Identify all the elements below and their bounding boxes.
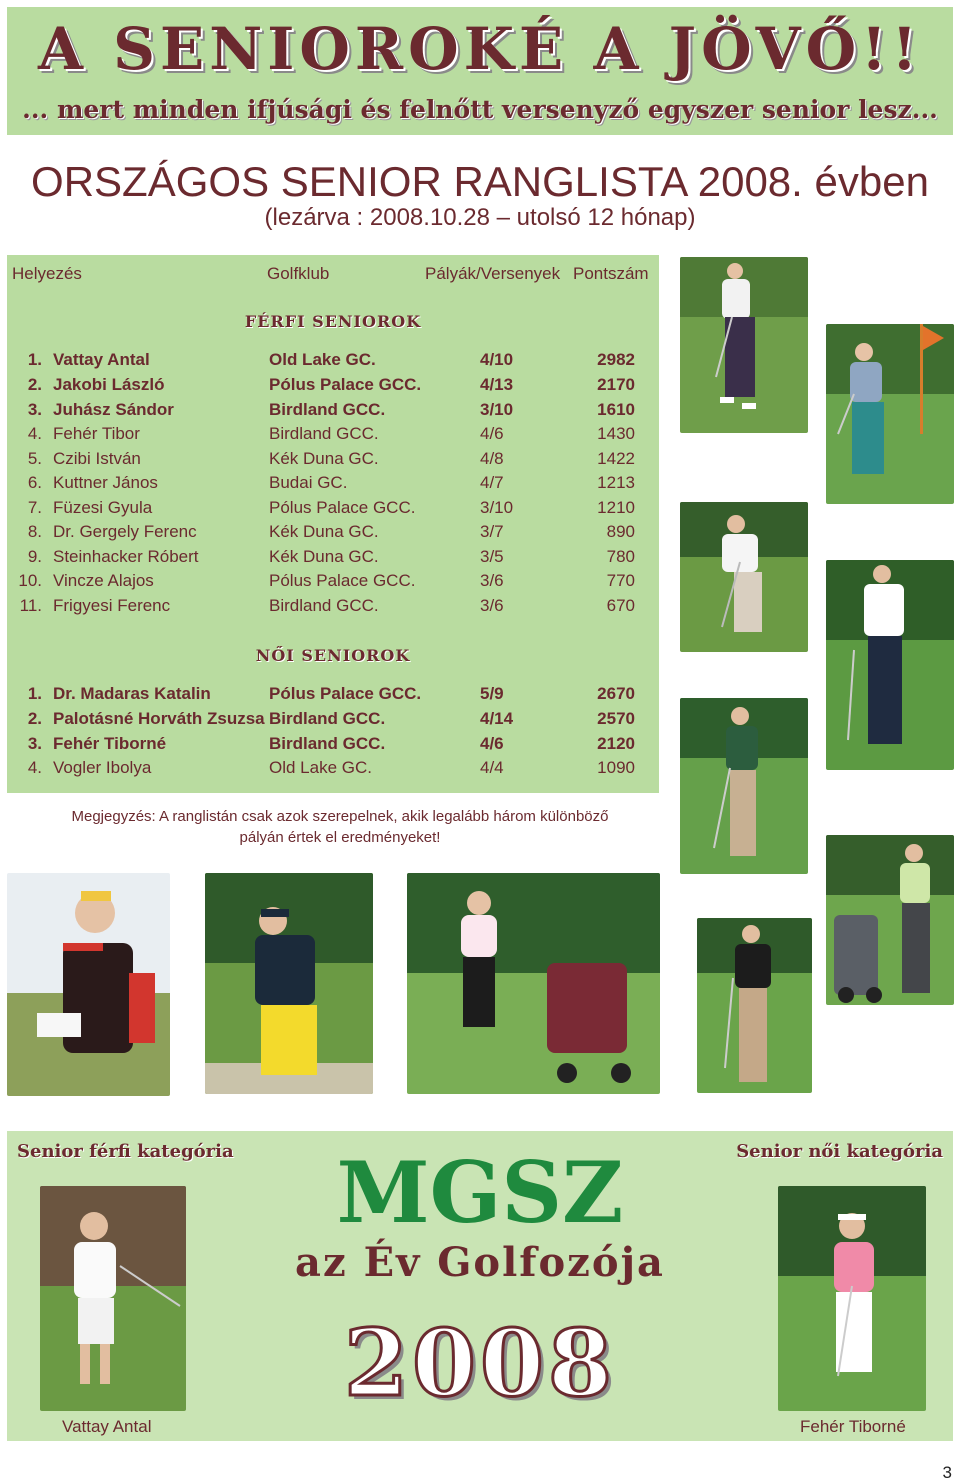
- golfer-photo: [205, 873, 373, 1094]
- points-cell: 2120: [597, 734, 635, 753]
- award-panel: [7, 1131, 953, 1441]
- rounds-cell: 4/6: [480, 424, 504, 443]
- club-cell: Birdland GCC.: [269, 424, 379, 443]
- name-cell: Vogler Ibolya: [53, 758, 152, 777]
- club-cell: Pólus Palace GCC.: [269, 375, 422, 394]
- header-points: Pontszám: [573, 264, 649, 283]
- club-cell: Birdland GCC.: [269, 709, 386, 728]
- rounds-cell: 3/5: [480, 547, 504, 566]
- name-cell: Steinhacker Róbert: [53, 547, 199, 566]
- men-category-label: Senior férfi kategória: [17, 1141, 234, 1162]
- note-line: Megjegyzés: A ranglistán csak azok szerepelnek, akik legalább három különböző: [71, 808, 609, 825]
- name-cell: Palotásné Horváth Zsuzsa: [53, 709, 265, 728]
- name-cell: Kuttner János: [53, 473, 158, 492]
- name-cell: Vattay Antal: [53, 350, 150, 369]
- ranking-title: ORSZÁGOS SENIOR RANGLISTA 2008. évben: [31, 158, 929, 205]
- table-row: [7, 596, 659, 620]
- golfer-photo: [697, 918, 812, 1093]
- ranking-note: [40, 806, 640, 848]
- rank-cell: 1.: [27, 350, 42, 369]
- women-section-title: NŐI SENIOROK: [255, 646, 411, 665]
- table-row: [7, 473, 659, 497]
- points-cell: 1422: [597, 449, 635, 468]
- note-line: pályán értek el eredményeket!: [239, 829, 441, 846]
- points-cell: 2670: [597, 684, 635, 703]
- winner-photo: [40, 1186, 186, 1411]
- rounds-cell: 4/7: [480, 473, 504, 492]
- table-row: [7, 400, 659, 424]
- men-winner-name: Vattay Antal: [62, 1417, 152, 1436]
- club-cell: Kék Duna GC.: [269, 522, 379, 541]
- rounds-cell: 5/9: [480, 684, 504, 703]
- rounds-cell: 3/10: [480, 498, 514, 517]
- points-cell: 1090: [597, 758, 635, 777]
- winner-photo: [778, 1186, 926, 1411]
- points-cell: 780: [606, 547, 635, 566]
- name-cell: Juhász Sándor: [53, 400, 174, 419]
- table-row: [7, 709, 659, 733]
- ranking-date: (lezárva : 2008.10.28 – utolsó 12 hónap): [264, 204, 696, 231]
- club-cell: Budai GC.: [269, 473, 348, 492]
- table-row: [7, 734, 659, 758]
- name-cell: Dr. Madaras Katalin: [53, 684, 211, 703]
- club-cell: Birdland GCC.: [269, 400, 386, 419]
- header-club: Golfklub: [267, 264, 330, 283]
- name-cell: Dr. Gergely Ferenc: [53, 522, 197, 541]
- name-cell: Jakobi László: [53, 375, 165, 394]
- rounds-cell: 4/10: [480, 350, 514, 369]
- name-cell: Frigyesi Ferenc: [53, 596, 171, 615]
- rank-cell: 2.: [27, 375, 42, 394]
- rank-cell: 3.: [27, 734, 42, 753]
- golfer-photo: [680, 257, 808, 433]
- rank-cell: 6.: [27, 473, 42, 492]
- points-cell: 770: [606, 571, 635, 590]
- club-cell: Kék Duna GC.: [269, 547, 379, 566]
- rounds-cell: 3/10: [480, 400, 514, 419]
- rank-cell: 4.: [27, 758, 42, 777]
- club-cell: Birdland GCC.: [269, 596, 379, 615]
- table-row: [7, 375, 659, 399]
- points-cell: 890: [606, 522, 635, 541]
- rounds-cell: 4/8: [480, 449, 504, 468]
- club-cell: Pólus Palace GCC.: [269, 498, 416, 517]
- table-row: [7, 758, 659, 782]
- rank-cell: 5.: [27, 449, 42, 468]
- award-year: 2008: [343, 1309, 617, 1417]
- rank-cell: 8.: [27, 522, 42, 541]
- women-winner-name: Fehér Tiborné: [800, 1417, 906, 1436]
- rounds-cell: 4/6: [480, 734, 504, 753]
- rank-cell: 3.: [27, 400, 42, 419]
- main-title: A SENIOROKÉ A JÖVŐ!!: [37, 15, 923, 83]
- points-cell: 2570: [597, 709, 635, 728]
- points-cell: 1213: [597, 473, 635, 492]
- table-row: [7, 547, 659, 571]
- golfer-photo: [680, 698, 808, 874]
- club-cell: Pólus Palace GCC.: [269, 684, 422, 703]
- rounds-cell: 3/6: [480, 571, 504, 590]
- table-row: [7, 684, 659, 708]
- rank-cell: 7.: [27, 498, 42, 517]
- name-cell: Füzesi Gyula: [53, 498, 153, 517]
- golfer-photo: [826, 560, 954, 770]
- points-cell: 1610: [597, 400, 635, 419]
- rank-cell: 10.: [18, 571, 42, 590]
- points-cell: 1210: [597, 498, 635, 517]
- club-cell: Kék Duna GC.: [269, 449, 379, 468]
- golfer-photo: [7, 873, 170, 1096]
- page-number: 3: [942, 1463, 952, 1482]
- rank-cell: 1.: [27, 684, 42, 703]
- name-cell: Fehér Tibor: [53, 424, 140, 443]
- rank-cell: 11.: [19, 596, 42, 615]
- club-cell: Pólus Palace GCC.: [269, 571, 416, 590]
- rounds-cell: 4/13: [480, 375, 514, 394]
- club-cell: Old Lake GC.: [269, 758, 372, 777]
- men-section-title: FÉRFI SENIOROK: [244, 312, 422, 331]
- name-cell: Fehér Tiborné: [53, 734, 167, 753]
- golfer-photo: [826, 835, 954, 1005]
- rank-cell: 9.: [27, 547, 42, 566]
- rounds-cell: 4/14: [480, 709, 514, 728]
- golfer-photo: [407, 873, 660, 1094]
- points-cell: 2982: [597, 350, 635, 369]
- header-rank: Helyezés: [12, 264, 82, 283]
- name-cell: Czibi István: [53, 449, 141, 468]
- rank-cell: 2.: [27, 709, 42, 728]
- ranking-table: [7, 255, 659, 793]
- table-row: [7, 571, 659, 595]
- table-row: [7, 424, 659, 448]
- award-title: az Év Golfozója: [295, 1239, 665, 1286]
- points-cell: 670: [606, 596, 635, 615]
- club-cell: Old Lake GC.: [269, 350, 376, 369]
- rounds-cell: 4/4: [480, 758, 504, 777]
- name-cell: Vincze Alajos: [53, 571, 154, 590]
- table-row: [7, 522, 659, 546]
- sub-title: ... mert minden ifjúsági és felnőtt versenyző egyszer senior lesz...: [22, 95, 938, 124]
- rounds-cell: 3/6: [480, 596, 504, 615]
- points-cell: 1430: [597, 424, 635, 443]
- header-banner: [7, 7, 953, 135]
- club-cell: Birdland GCC.: [269, 734, 386, 753]
- golfer-photo: [680, 502, 808, 652]
- header-rounds: Pályák/Versenyek: [425, 264, 561, 283]
- table-row: [7, 498, 659, 522]
- points-cell: 2170: [597, 375, 635, 394]
- rounds-cell: 3/7: [480, 522, 504, 541]
- women-category-label: Senior női kategória: [736, 1141, 943, 1162]
- table-row: [7, 350, 659, 374]
- rank-cell: 4.: [27, 424, 42, 443]
- org-title: MGSZ: [336, 1143, 624, 1242]
- golfer-photo: [826, 324, 954, 504]
- table-row: [7, 449, 659, 473]
